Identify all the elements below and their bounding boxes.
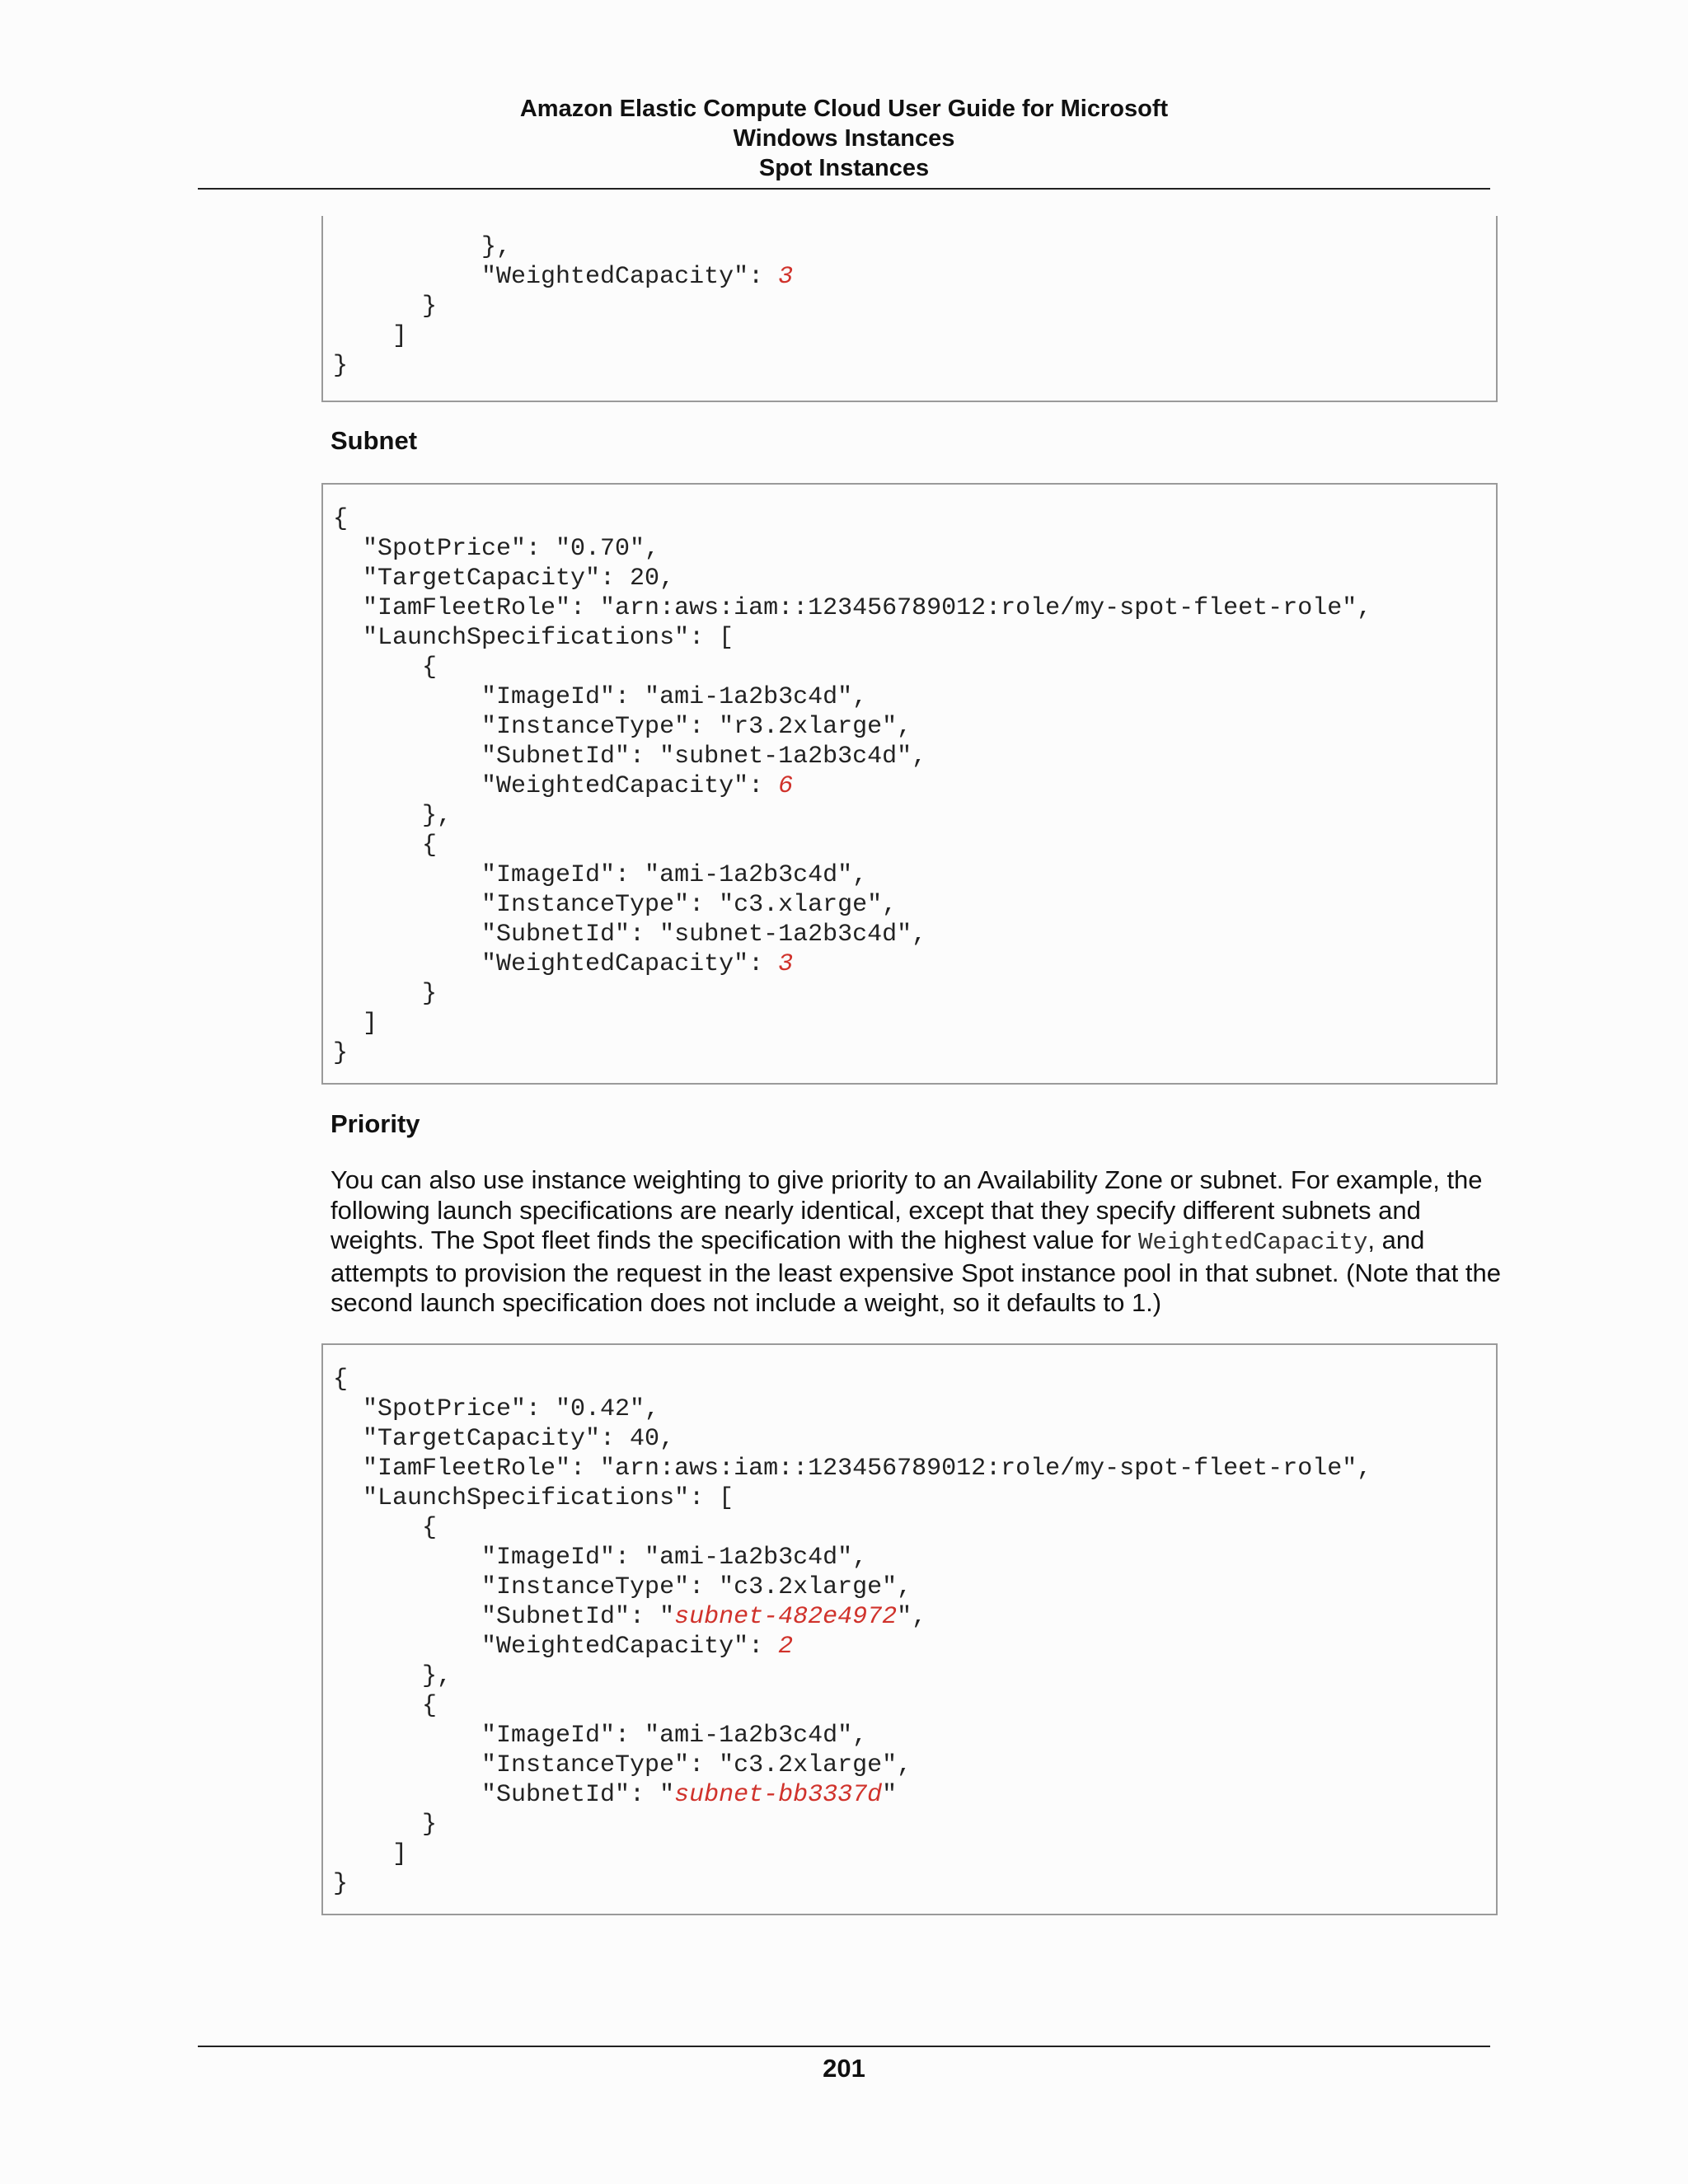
code-text: }, (333, 802, 452, 830)
code-text: { (333, 654, 438, 682)
code-text: "SpotPrice": "0.70", (333, 535, 660, 563)
code-text: ", (897, 1603, 927, 1631)
code-text: }, (333, 1662, 452, 1690)
footer-divider (198, 2046, 1490, 2047)
code-highlight: 3 (778, 950, 794, 978)
code-text: "SubnetId": "subnet-1a2b3c4d", (333, 921, 927, 949)
code-text: } (333, 1811, 438, 1839)
code-highlight: subnet-bb3337d (674, 1781, 883, 1809)
code-highlight: 3 (778, 263, 794, 291)
code-listing (323, 216, 1496, 381)
code-text: "ImageId": "ami-1a2b3c4d", (333, 1722, 868, 1750)
code-text: }, (333, 233, 512, 261)
section-heading-priority: Priority (331, 1109, 420, 1138)
code-block-subnet (321, 483, 1498, 1085)
code-text: } (333, 352, 349, 380)
code-text: } (333, 1039, 349, 1067)
code-text: " (882, 1781, 898, 1809)
code-highlight: subnet-482e4972 (674, 1603, 898, 1631)
header-title-line1: Amazon Elastic Compute Cloud User Guide for Microsoft (519, 96, 1169, 122)
code-text: { (333, 832, 438, 860)
code-block-priority (321, 1343, 1498, 1915)
code-text: "InstanceType": "c3.xlarge", (333, 891, 898, 919)
priority-paragraph (331, 1165, 1501, 1319)
code-text: "LaunchSpecifications": [ (333, 624, 734, 652)
paragraph-text: You can also use instance weighting to give priority to an Availability Zone or subnet. For example, the following launch specifications are nearly identical, except that they specify different subnets and weights. The Spot fleet finds the specification with the highest value for (331, 1165, 1483, 1254)
code-text: "ImageId": "ami-1a2b3c4d", (333, 1544, 868, 1572)
code-text: { (333, 1366, 349, 1394)
code-text: { (333, 1514, 438, 1542)
code-text: ] (333, 1010, 378, 1038)
code-text: "SubnetId": "subnet-1a2b3c4d", (333, 743, 927, 771)
page-header (198, 94, 1490, 183)
code-text: "LaunchSpecifications": [ (333, 1484, 734, 1512)
code-text: "TargetCapacity": 20, (333, 565, 675, 593)
code-text: "WeightedCapacity": (333, 1633, 779, 1661)
code-text: { (333, 505, 349, 533)
code-text: "IamFleetRole": "arn:aws:iam::123456789012:role/my-spot-fleet-role", (333, 594, 1372, 622)
code-text: "SpotPrice": "0.42", (333, 1395, 660, 1423)
code-text: "SubnetId": " (333, 1603, 675, 1631)
code-text: "ImageId": "ami-1a2b3c4d", (333, 861, 868, 889)
code-listing (323, 1345, 1496, 1899)
code-text: "InstanceType": "c3.2xlarge", (333, 1751, 912, 1779)
code-highlight: 6 (778, 772, 794, 800)
page-number: 201 (823, 2054, 865, 2083)
code-text: } (333, 980, 438, 1008)
code-text: } (333, 293, 438, 321)
code-highlight: 2 (778, 1633, 794, 1661)
code-text: "SubnetId": " (333, 1781, 675, 1809)
code-text: "WeightedCapacity": (333, 772, 779, 800)
code-text: "TargetCapacity": 40, (333, 1425, 675, 1453)
header-section-title: Spot Instances (758, 155, 930, 181)
code-text: "WeightedCapacity": (333, 950, 779, 978)
header-divider (198, 188, 1490, 190)
code-text: "InstanceType": "c3.2xlarge", (333, 1573, 912, 1601)
section-heading-subnet: Subnet (331, 426, 418, 455)
code-text: "WeightedCapacity": (333, 263, 779, 291)
code-text: ] (333, 1840, 408, 1868)
paragraph-text: , and attempts to provision the request in the least expensive Spot instance pool in that subnet. (Note that the second launch specification does not include a weight, so it defaults to 1.) (331, 1226, 1501, 1317)
code-text: ] (333, 322, 408, 350)
code-listing (323, 485, 1496, 1068)
code-text: "ImageId": "ami-1a2b3c4d", (333, 683, 868, 711)
code-text: "IamFleetRole": "arn:aws:iam::123456789012:role/my-spot-fleet-role", (333, 1455, 1372, 1483)
inline-code: WeightedCapacity (1137, 1229, 1368, 1256)
code-text: { (333, 1692, 438, 1720)
code-text: } (333, 1870, 349, 1898)
header-title-line2: Windows Instances (733, 125, 955, 152)
code-text: "InstanceType": "r3.2xlarge", (333, 713, 912, 741)
code-block-continuation (321, 216, 1498, 402)
